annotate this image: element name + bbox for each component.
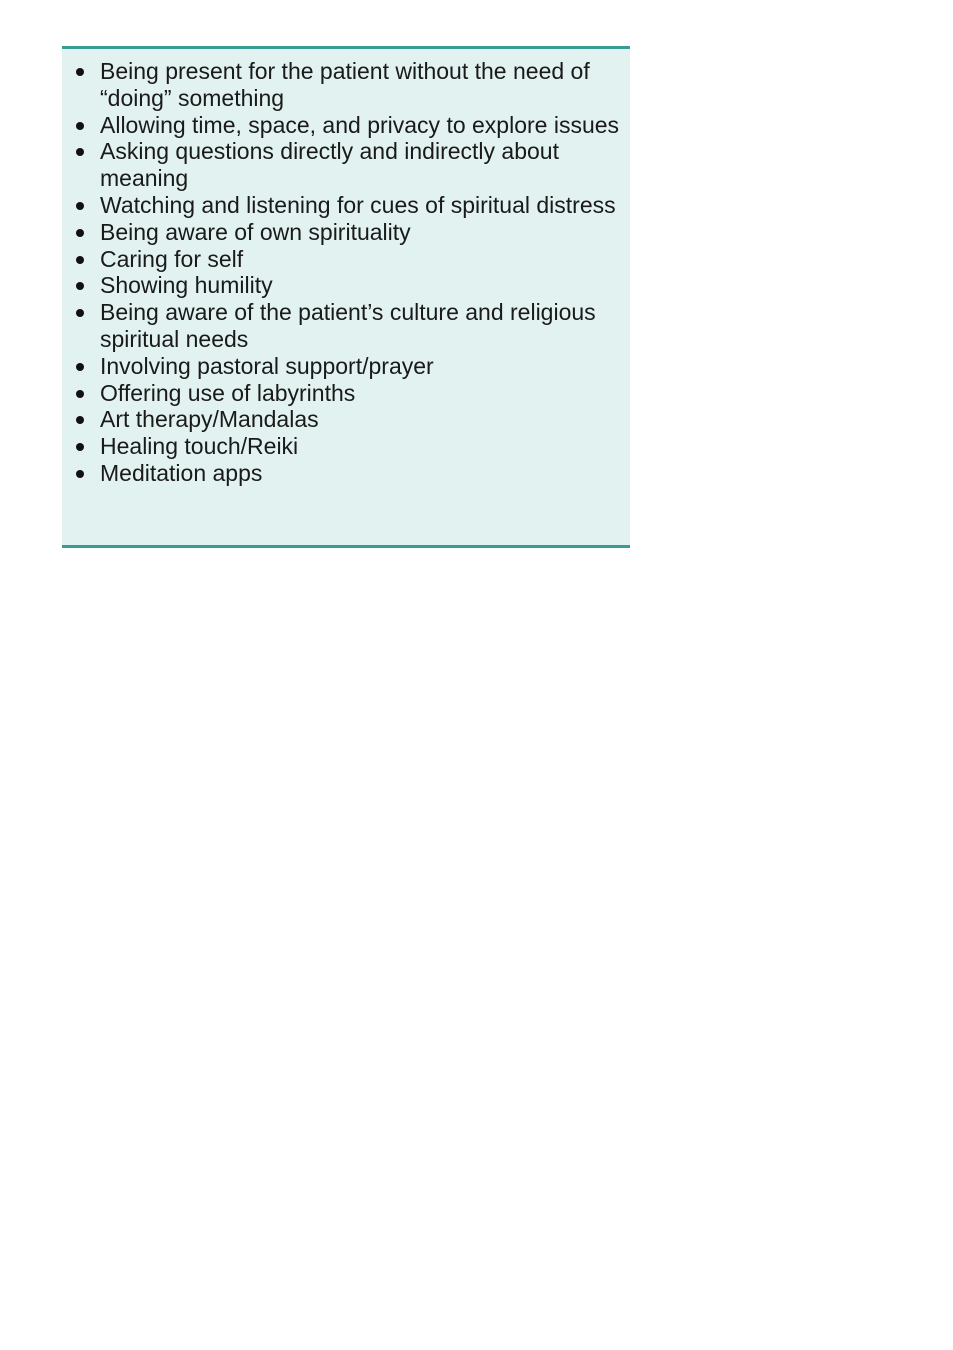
list-item-text: Healing touch/Reiki [100, 433, 299, 460]
list-item [62, 272, 630, 299]
list-item [62, 138, 630, 192]
bullet-icon [76, 148, 84, 156]
list-item-text: Offering use of labyrinths [100, 379, 356, 406]
list-item [62, 246, 630, 273]
bullet-icon [76, 390, 84, 398]
bullet-icon [76, 282, 84, 290]
bullet-icon [76, 68, 84, 76]
list-item [62, 353, 630, 380]
list-item [62, 112, 630, 139]
bullet-icon [76, 416, 84, 424]
list-item [62, 58, 630, 112]
list-item-text: Being aware of the patient’s culture and religious spiritual needs [100, 299, 596, 352]
bullet-icon [76, 256, 84, 264]
list-item-text: Caring for self [100, 245, 244, 272]
list-item [62, 460, 630, 487]
list-item [62, 380, 630, 407]
list-item-text: Involving pastoral support/prayer [100, 352, 434, 379]
list-item [62, 219, 630, 246]
bullet-icon [76, 122, 84, 130]
spiritual-care-list [62, 49, 630, 487]
list-item-text: Showing humility [100, 272, 273, 299]
bullet-icon [76, 202, 84, 210]
list-item [62, 192, 630, 219]
list-item [62, 406, 630, 433]
list-item-text: Being aware of own spirituality [100, 218, 411, 245]
list-item [62, 433, 630, 460]
list-item-text: Meditation apps [100, 459, 263, 486]
bullet-icon [76, 443, 84, 451]
list-item-text: Art therapy/Mandalas [100, 406, 319, 433]
list-item-text: Allowing time, space, and privacy to explore issues [100, 111, 620, 138]
bullet-icon [76, 363, 84, 371]
list-item-text: Asking questions directly and indirectly about meaning [100, 138, 559, 192]
list-item [62, 299, 630, 353]
list-item-text: Watching and listening for cues of spiritual distress [100, 191, 616, 218]
list-item-text: Being present for the patient without the need of “doing” something [100, 58, 590, 111]
bullet-icon [76, 309, 84, 317]
bullet-icon [76, 229, 84, 237]
bullet-icon [76, 470, 84, 478]
spiritual-care-callout-box [62, 46, 630, 548]
